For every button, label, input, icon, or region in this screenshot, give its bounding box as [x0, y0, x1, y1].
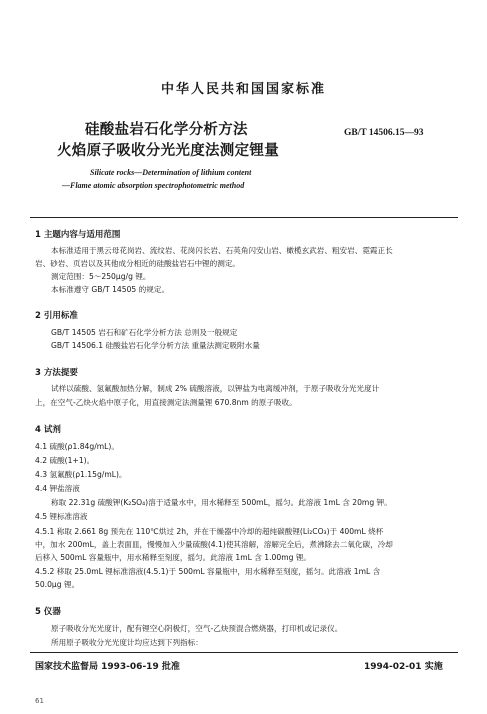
implementation-date: 1994-02-01 实施 [364, 662, 443, 672]
reagent-4-4: 4.4 钾盐溶液 [35, 484, 80, 493]
approval-date: 国家技术监督局 1993-06-19 批准 [35, 662, 180, 672]
reagent-4-2: 4.2 硫酸(1+1)。 [35, 456, 95, 465]
section-2-heading: 2 引用标准 [35, 311, 78, 321]
reagent-4-5-1-line1: 4.5.1 称取 2.661 8g 预先在 110℃烘过 2h，并在干燥器中冷却的超纯碳酸锂(Li₂CO₃)于 400mL 烧杯 [35, 527, 384, 536]
reagent-4-3: 4.3 氢氟酸(ρ1.15g/mL)。 [35, 470, 127, 479]
reference-2: GB/T 14506.1 硅酸盐岩石化学分析方法 重量法测定吸附水量 [51, 341, 260, 350]
section-3-line2: 上，在空气-乙炔火焰中原子化，用直接测定法测量锂 670.8nm 的原子吸收。 [35, 398, 297, 407]
section-1-range: 测定范围：5～250μg/g 锂。 [51, 272, 151, 281]
title-en-line1: Silicate rocks—Determination of lithium content [90, 168, 252, 177]
page-number: 61 [35, 697, 44, 705]
reagent-4-4-text: 称取 22.31g 硫酸钾(K₂SO₄)溶于适量水中，用水稀释至 500mL，摇匀。此溶液 1mL 含 20mg 钾。 [51, 498, 392, 507]
reagent-4-1: 4.1 硫酸(ρ1.84g/mL)。 [35, 442, 119, 451]
section-3-line1: 试样以硫酸、氢氟酸加热分解，制成 2% 硫酸溶液，以钾盐为电离缓冲剂，于原子吸收分光光度计 [51, 384, 380, 393]
title-zh-line2: 火焰原子吸收分光光度法测定锂量 [57, 143, 279, 159]
reagent-4-5-1-line3: 后移入 500mL 容量瓶中，用水稀释至刻度，摇匀。此溶液 1mL 含 1.00mg 锂。 [35, 553, 312, 562]
section-1-para1-line1: 本标准适用于黑云母花岗岩、流纹岩、花岗闪长岩、石英角闪安山岩、橄榄玄武岩、粗安岩、霓霞正长 [51, 246, 393, 255]
reagent-4-5-1-line2: 中，加水 200mL，盖上表面皿，慢慢加入少量硫酸(4.1)使其溶解，溶解完全后，煮沸除去二氧化碳，冷却 [35, 540, 393, 549]
section-1-para1-line2: 岩、砂岩、页岩以及其他成分相近的硅酸盐岩石中锂的测定。 [35, 259, 241, 268]
section-1-compliance: 本标准遵守 GB/T 14505 的规定。 [51, 285, 170, 294]
header-divider [30, 217, 458, 218]
section-5-heading: 5 仪器 [35, 607, 61, 617]
title-en-line2: —Flame atomic absorption spectrophotometric method [62, 181, 245, 190]
title-zh-line1: 硅酸盐岩石化学分析方法 [85, 122, 248, 138]
footer-divider [30, 652, 458, 653]
section-1-heading: 1 主题内容与适用范围 [35, 230, 121, 240]
country-standard-title: 中华人民共和国国家标准 [160, 82, 326, 97]
standard-number: GB/T 14506.15—93 [344, 128, 424, 138]
section-3-heading: 3 方法提要 [35, 368, 78, 378]
section-5-line2: 所用原子吸收分光光度计均应达到下列指标： [51, 638, 203, 647]
section-5-line1: 原子吸收分光光度计，配有锂空心阴极灯，空气-乙炔预混合燃烧器，打印机或记录仪。 [51, 624, 343, 633]
reference-1: GB/T 14505 岩石和矿石化学分析方法 总则及一般规定 [51, 328, 238, 337]
reagent-4-5-2-line1: 4.5.2 移取 25.0mL 锂标准溶液(4.5.1)于 500mL 容量瓶中，用水稀释至刻度，摇匀。此溶液 1mL 含 [35, 567, 381, 576]
reagent-4-5-2-line2: 50.0μg 锂。 [35, 580, 80, 589]
section-4-heading: 4 试剂 [35, 425, 61, 435]
reagent-4-5: 4.5 锂标准溶液 [35, 512, 88, 521]
